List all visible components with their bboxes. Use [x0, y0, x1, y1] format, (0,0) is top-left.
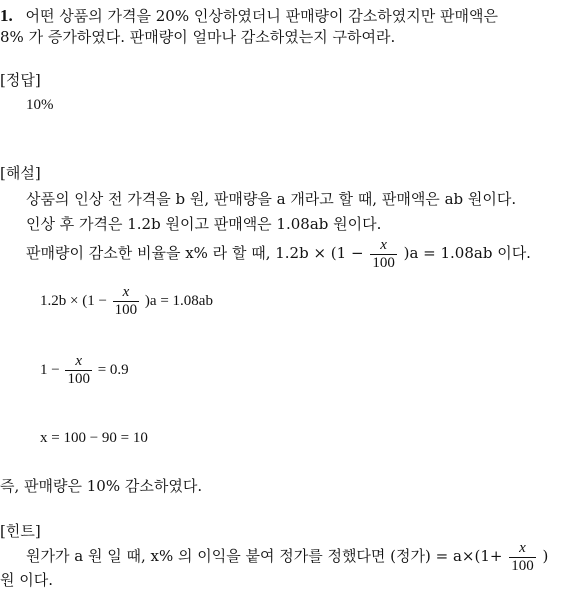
problem-number: 1.: [0, 6, 13, 25]
hint-line-1: 원가가 a 원 일 때, x% 의 이익을 붙여 정가를 정했다면 (정가) = a×(1+ $\frac{x}{100}$ ): [26, 539, 549, 574]
explanation-line-3: 판매량이 감소한 비율을 x% 라 할 때, 1.2b × (1 − $\frac{x}{100}$ )a = 1.08ab 이다.: [26, 236, 531, 271]
hint-line-2: 원 이다.: [0, 571, 54, 589]
equation-1: 1.2b × (1 − $\frac{x}{100}$ )a = 1.08ab: [40, 284, 213, 319]
answer-value: 10%: [26, 97, 54, 113]
problem-line-2: 8% 가 증가하였다. 판매량이 얼마나 감소하였는지 구하여라.: [0, 28, 396, 46]
equation-2: 1 − $\frac{x}{100}$ = 0.9: [40, 353, 129, 388]
fraction: $\frac{x}{100}$: [114, 284, 138, 319]
answer-label: [정답]: [0, 71, 41, 89]
conclusion: 즉, 판매량은 10% 감소하였다.: [0, 477, 203, 495]
fraction: $\frac{x}{100}$: [372, 236, 395, 271]
explanation-line-1: 상품의 인상 전 가격을 b 원, 판매량을 a 개라고 할 때, 판매액은 ab 원이다.: [26, 190, 517, 208]
fraction: $\frac{x}{100}$: [511, 539, 534, 574]
fraction: $\frac{x}{100}$: [67, 353, 90, 388]
explanation-label: [해설]: [0, 164, 41, 182]
problem-line-1: 어떤 상품의 가격을 20% 인상하였더니 판매량이 감소하였지만 판매액은: [25, 7, 498, 25]
equation-3: x = 100 − 90 = 10: [40, 430, 148, 446]
explanation-line-2: 인상 후 가격은 1.2b 원이고 판매액은 1.08ab 원이다.: [26, 215, 382, 233]
hint-label: [힌트]: [0, 522, 41, 540]
